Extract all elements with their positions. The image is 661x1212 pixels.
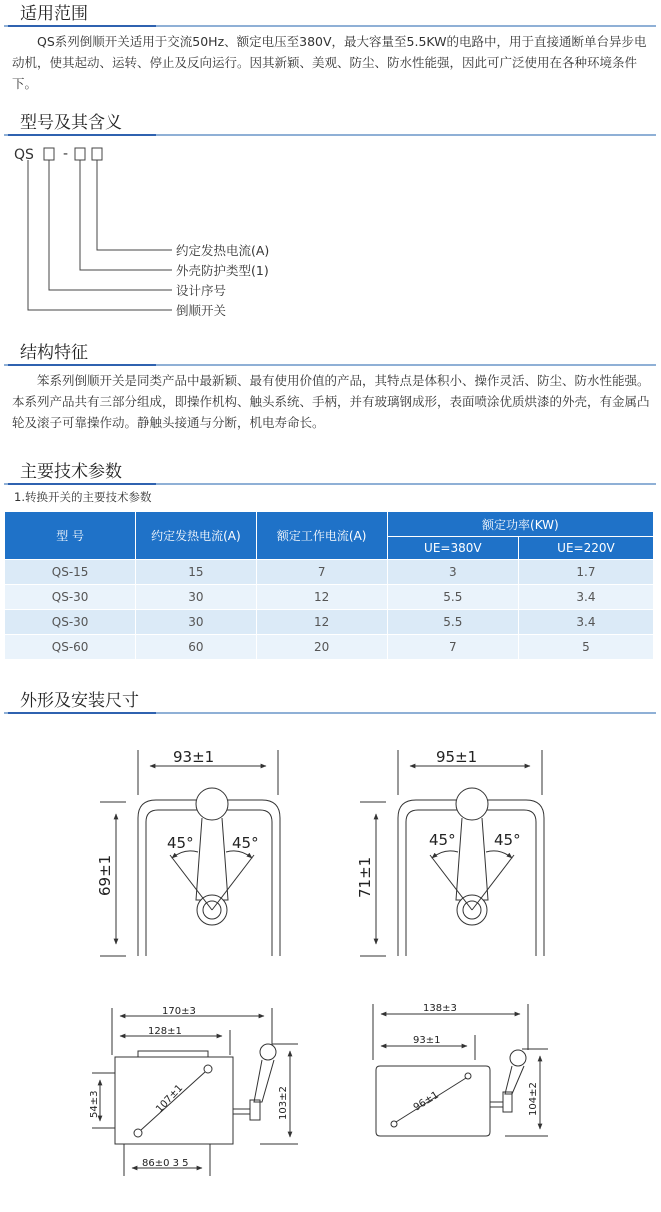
front1-width: 93±1 [173,748,215,766]
model-label-switch: 倒顺开关 [176,303,227,318]
th-power: 额定功率(KW) [387,512,653,537]
cell-heat-current: 30 [136,585,256,610]
cell-ue220: 1.7 [518,560,653,585]
th-ue380: UE=380V [387,537,518,560]
model-label-design: 设计序号 [176,283,227,298]
side1-inner: 128±1 [148,1026,182,1037]
section-tech [4,461,656,660]
cell-heat-current: 30 [136,610,256,635]
side2-inner: 93±1 [413,1035,441,1046]
table-row [5,560,654,585]
cell-model: QS-15 [5,560,136,585]
side1-bottom: 86±0 3 5 [142,1158,189,1169]
table-row [5,610,654,635]
cell-ue220: 3.4 [518,585,653,610]
cell-model: QS-60 [5,635,136,660]
section-model [4,112,656,136]
side-view-1 [92,1008,298,1176]
cell-ue380: 7 [387,635,518,660]
code-box-1 [44,148,54,160]
spec-table [4,511,654,660]
cell-ue380: 5.5 [387,610,518,635]
front2-angle-left: 45° [429,831,456,849]
model-code-dash: - [63,146,69,162]
cell-ue220: 3.4 [518,610,653,635]
cell-ue380: 3 [387,560,518,585]
cell-ue220: 5 [518,635,653,660]
side1-overall: 170±3 [162,1006,196,1017]
front1-angle-right: 45° [232,834,259,852]
side1-height-right: 103±2 [278,1086,289,1120]
cell-heat-current: 15 [136,560,256,585]
table-row [5,585,654,610]
side2-height-right: 104±2 [528,1082,539,1116]
side2-diag: 96±1 [411,1089,441,1114]
cell-ue380: 5.5 [387,585,518,610]
side2-overall: 138±3 [423,1003,457,1014]
front2-height: 71±1 [356,856,374,898]
model-code-diagram [0,138,320,328]
front-view-1 [100,750,280,956]
front2-width: 95±1 [436,748,478,766]
code-box-3 [92,148,102,160]
front1-angle-left: 45° [167,834,194,852]
cell-work-current: 12 [256,610,387,635]
section-title-structure: 结构特征 [4,342,656,366]
th-ue220: UE=220V [518,537,653,560]
model-code-prefix: QS [14,147,34,163]
th-heat-current: 约定发热电流(A) [136,512,256,560]
section-scope [4,3,656,94]
tech-caption: 1.转换开关的主要技术参数 [14,490,152,504]
front2-angle-right: 45° [494,831,521,849]
section-title-dims: 外形及安装尺寸 [4,690,656,714]
section-title-model: 型号及其含义 [4,112,656,136]
cell-work-current: 20 [256,635,387,660]
front-view-2 [360,750,544,956]
cell-model: QS-30 [5,585,136,610]
code-box-2 [75,148,85,160]
side1-height-left: 54±3 [89,1090,100,1118]
cell-work-current: 7 [256,560,387,585]
cell-model: QS-30 [5,610,136,635]
structure-text: 笨系列倒顺开关是同类产品中最新颖、最有使用价值的产品，其特点是体积小、操作灵活、防尘、防水性能强。本系列产品共有三部分组成，即操作机构、触头系统、手柄，并有玻璃钢成形，表面喷涂优质烘漆的外壳，有金属凸轮及滚子可靠操作动。静触头接通与分断，机电寿命长。 [12,373,650,430]
side1-diag: 107±1 [154,1082,186,1116]
table-row [5,635,654,660]
section-dims [4,690,656,714]
side-view-2 [373,1004,548,1136]
dimension-drawings [0,730,661,1200]
scope-text: QS系列倒顺开关适用于交流50Hz、额定电压至380V，最大容量至5.5KW的电路中，用于直接通断单台异步电动机，使其起动、运转、停止及反向运行。因其新颖、美观、防尘、防水性能强，因此可广泛使用在各种环境条件下。 [12,34,647,91]
model-label-protection: 外壳防护类型(1) [176,263,269,278]
cell-heat-current: 60 [136,635,256,660]
model-label-current: 约定发热电流(A) [176,243,270,258]
front1-height: 69±1 [96,854,114,896]
section-title-tech: 主要技术参数 [4,461,656,485]
th-model: 型 号 [5,512,136,560]
section-structure [4,342,656,433]
th-work-current: 额定工作电流(A) [256,512,387,560]
cell-work-current: 12 [256,585,387,610]
section-title-scope: 适用范围 [4,3,656,27]
